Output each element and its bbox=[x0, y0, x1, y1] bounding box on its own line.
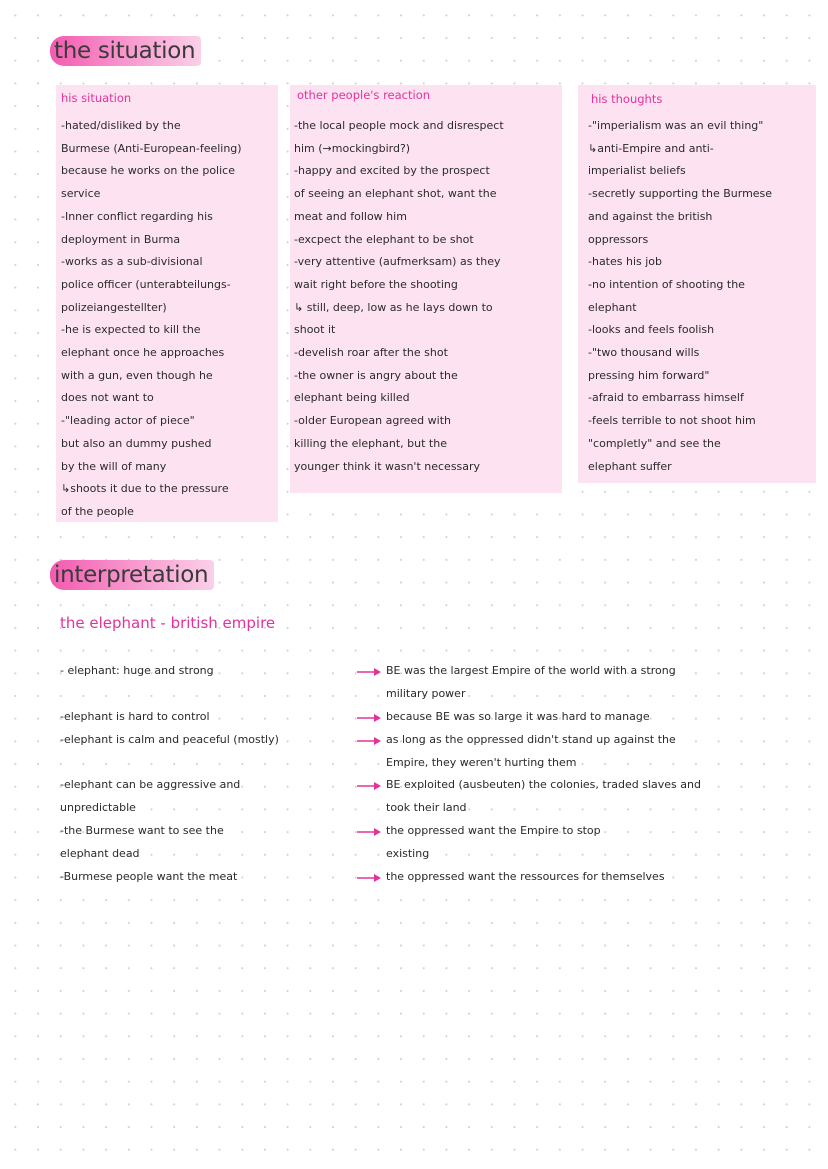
comparison-elephant-text: elephant dead bbox=[60, 846, 140, 860]
note-line: service bbox=[61, 187, 101, 201]
comparison-empire-text: military power bbox=[386, 686, 466, 700]
section-heading-interpretation: interpretation bbox=[50, 560, 214, 590]
note-line: "completly" and see the bbox=[588, 436, 721, 450]
column-lines-situation bbox=[61, 115, 242, 524]
note-line: him (→mockingbird?) bbox=[294, 141, 411, 155]
note-line: elephant suffer bbox=[588, 459, 672, 473]
arrow-right-icon bbox=[356, 713, 382, 723]
section-heading-situation: the situation bbox=[50, 36, 201, 66]
note-line: -"leading actor of piece" bbox=[61, 414, 195, 428]
note-line: -older European agreed with bbox=[294, 414, 451, 428]
note-line: polizeiangestellter) bbox=[61, 300, 167, 314]
note-line: shoot it bbox=[294, 323, 336, 337]
comparison-empire-text: BE exploited (ausbeuten) the colonies, traded slaves and bbox=[386, 778, 701, 791]
note-line: -no intention of shooting the bbox=[588, 277, 745, 291]
note-line: -secretly supporting the Burmese bbox=[588, 187, 773, 201]
column-title-thoughts: his thoughts bbox=[591, 92, 663, 106]
arrow-right-icon bbox=[356, 827, 382, 837]
note-line: -"two thousand wills bbox=[588, 346, 700, 360]
note-line: -develish roar after the shot bbox=[294, 346, 448, 360]
note-line: -afraid to embarrass himself bbox=[588, 391, 744, 405]
note-line: of the people bbox=[61, 504, 134, 518]
comparison-empire-text: Empire, they weren't hurting them bbox=[386, 755, 577, 769]
note-line: pressing him forward" bbox=[588, 368, 710, 382]
note-line: -the owner is angry about the bbox=[294, 368, 458, 382]
note-line: -excpect the elephant to be shot bbox=[294, 232, 474, 246]
note-line: by the will of many bbox=[61, 459, 167, 473]
column-lines-reaction bbox=[294, 115, 504, 478]
arrow-right-icon bbox=[356, 781, 382, 791]
comparison-empire-text: the oppressed want the Empire to stop bbox=[386, 824, 601, 837]
comparison-elephant-text: -elephant can be aggressive and bbox=[60, 778, 241, 791]
note-line: does not want to bbox=[61, 391, 154, 405]
column-title-reaction: other people's reaction bbox=[297, 88, 431, 102]
note-line: meat and follow him bbox=[294, 209, 407, 223]
comparison-empire-text: because BE was so large it was hard to manage bbox=[386, 710, 650, 723]
note-line: -looks and feels foolish bbox=[588, 323, 715, 337]
note-line: police officer (unterabteilungs- bbox=[61, 277, 231, 291]
note-line: -works as a sub-divisional bbox=[61, 255, 203, 269]
note-line: ↳shoots it due to the pressure bbox=[61, 482, 229, 496]
note-line: -he is expected to kill the bbox=[61, 323, 201, 337]
note-line: and against the british bbox=[588, 209, 713, 223]
comparison-empire-text: BE was the largest Empire of the world with a strong bbox=[386, 664, 676, 677]
column-lines-thoughts bbox=[588, 115, 772, 478]
note-line: elephant bbox=[588, 300, 637, 314]
arrow-right-icon bbox=[356, 667, 382, 677]
note-line: wait right before the shooting bbox=[294, 277, 458, 291]
note-line: ↳ still, deep, low as he lays down to bbox=[294, 300, 493, 314]
comparison-empire-text: took their land bbox=[386, 800, 467, 814]
comparison-elephant-text: unpredictable bbox=[60, 800, 136, 814]
note-line: elephant being killed bbox=[294, 391, 410, 405]
note-line: oppressors bbox=[588, 232, 649, 246]
note-line: -hates his job bbox=[588, 255, 663, 269]
subheading-elephant-empire: the elephant - british empire bbox=[60, 614, 276, 632]
note-line: because he works on the police bbox=[61, 164, 235, 178]
comparison-empire-text: as long as the oppressed didn't stand up against the bbox=[386, 733, 676, 746]
comparison-empire-text: the oppressed want the ressources for themselves bbox=[386, 870, 665, 883]
arrow-right-icon bbox=[356, 873, 382, 883]
note-line: -"imperialism was an evil thing" bbox=[588, 119, 764, 132]
note-line: -feels terrible to not shoot him bbox=[588, 414, 756, 428]
note-line: -hated/disliked by the bbox=[61, 119, 181, 132]
comparison-elephant-text: -Burmese people want the meat bbox=[60, 870, 238, 883]
comparison-empire-text: existing bbox=[386, 846, 430, 860]
note-line: -Inner conflict regarding his bbox=[61, 209, 213, 223]
note-line: -the local people mock and disrespect bbox=[294, 119, 504, 132]
comparison-elephant-text: -elephant is calm and peaceful (mostly) bbox=[60, 733, 279, 746]
note-line: killing the elephant, but the bbox=[294, 436, 447, 450]
comparison-elephant-text: -elephant is hard to control bbox=[60, 710, 210, 723]
note-line: deployment in Burma bbox=[61, 232, 181, 246]
comparison-elephant-text: - elephant: huge and strong bbox=[60, 664, 214, 677]
column-title-situation: his situation bbox=[61, 91, 132, 105]
comparison-elephant-text: -the Burmese want to see the bbox=[60, 824, 224, 837]
note-line: elephant once he approaches bbox=[61, 346, 225, 360]
note-line: of seeing an elephant shot, want the bbox=[294, 187, 497, 201]
note-line: with a gun, even though he bbox=[61, 368, 213, 382]
arrow-right-icon bbox=[356, 736, 382, 746]
note-line: but also an dummy pushed bbox=[61, 436, 212, 450]
note-line: Burmese (Anti-European-feeling) bbox=[61, 141, 242, 155]
note-line: -very attentive (aufmerksam) as they bbox=[294, 255, 501, 269]
note-line: imperialist beliefs bbox=[588, 164, 686, 178]
note-line: younger think it wasn't necessary bbox=[294, 459, 481, 473]
note-line: ↳anti-Empire and anti- bbox=[588, 141, 714, 155]
note-line: -happy and excited by the prospect bbox=[294, 164, 490, 178]
